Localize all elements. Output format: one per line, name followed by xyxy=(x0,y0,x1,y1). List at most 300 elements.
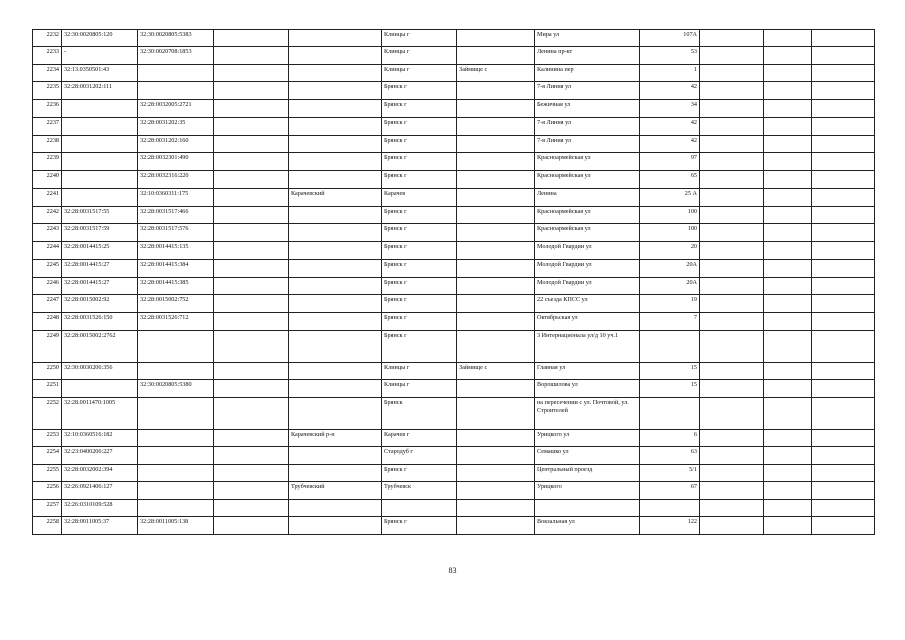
column-10-cell xyxy=(764,153,812,171)
street-cell: Урицкого ул xyxy=(535,430,640,447)
table-row xyxy=(33,242,875,260)
district-cell xyxy=(289,447,382,465)
row-number-cell: 2240 xyxy=(33,171,62,189)
column-9-cell xyxy=(700,260,764,278)
registry-table xyxy=(32,29,875,535)
table-row xyxy=(33,260,875,278)
column-3-cell xyxy=(214,153,289,171)
column-11-cell xyxy=(812,295,875,313)
district-cell: Карачевский xyxy=(289,189,382,207)
column-10-cell xyxy=(764,465,812,482)
cadastral-number-cell: 32:30:0020805:120 xyxy=(62,30,138,47)
city-cell: Клинцы г xyxy=(382,65,457,82)
table-row xyxy=(33,136,875,153)
column-3-cell xyxy=(214,189,289,207)
column-11-cell xyxy=(812,260,875,278)
cadastral-number-2-cell: 32:28:0011005:138 xyxy=(138,517,214,535)
row-number-cell: 2251 xyxy=(33,380,62,398)
street-cell: Красноармейская ул xyxy=(535,224,640,242)
table-row xyxy=(33,500,875,517)
settlement-cell xyxy=(457,30,535,47)
cadastral-number-cell: 32:28:0031202:111 xyxy=(62,82,138,100)
column-9-cell xyxy=(700,331,764,363)
table-row xyxy=(33,82,875,100)
district-cell xyxy=(289,517,382,535)
column-10-cell xyxy=(764,331,812,363)
house-number-cell: 97 xyxy=(640,153,700,171)
table-row xyxy=(33,189,875,207)
cadastral-number-2-cell xyxy=(138,430,214,447)
city-cell: Брянск г xyxy=(382,295,457,313)
cadastral-number-cell: 32:28:0031526:150 xyxy=(62,313,138,331)
column-9-cell xyxy=(700,153,764,171)
city-cell xyxy=(382,500,457,517)
settlement-cell xyxy=(457,313,535,331)
row-number-cell: 2257 xyxy=(33,500,62,517)
district-cell xyxy=(289,260,382,278)
settlement-cell xyxy=(457,482,535,500)
column-9-cell xyxy=(700,30,764,47)
column-11-cell xyxy=(812,363,875,380)
row-number-cell: 2258 xyxy=(33,517,62,535)
city-cell: Брянск г xyxy=(382,82,457,100)
cadastral-number-2-cell xyxy=(138,331,214,363)
column-9-cell xyxy=(700,82,764,100)
column-3-cell xyxy=(214,171,289,189)
cadastral-number-cell xyxy=(62,171,138,189)
table-row xyxy=(33,47,875,65)
column-9-cell xyxy=(700,430,764,447)
column-9-cell xyxy=(700,278,764,295)
column-11-cell xyxy=(812,430,875,447)
column-10-cell xyxy=(764,118,812,136)
column-9-cell xyxy=(700,482,764,500)
house-number-cell: 100 xyxy=(640,224,700,242)
row-number-cell: 2247 xyxy=(33,295,62,313)
city-cell: Клинцы г xyxy=(382,30,457,47)
column-11-cell xyxy=(812,278,875,295)
column-3-cell xyxy=(214,100,289,118)
column-3-cell xyxy=(214,30,289,47)
city-cell: Трубчевск xyxy=(382,482,457,500)
street-cell: Молодой Гвардии ул xyxy=(535,242,640,260)
house-number-cell: 20А xyxy=(640,260,700,278)
district-cell xyxy=(289,465,382,482)
city-cell: Брянск г xyxy=(382,136,457,153)
street-cell: на пересечении с ул. Почтовой, ул. Строителей xyxy=(535,398,640,430)
district-cell xyxy=(289,224,382,242)
district-cell xyxy=(289,30,382,47)
cadastral-number-cell xyxy=(62,136,138,153)
column-11-cell xyxy=(812,189,875,207)
district-cell xyxy=(289,363,382,380)
settlement-cell xyxy=(457,242,535,260)
cadastral-number-cell xyxy=(62,380,138,398)
cadastral-number-cell: 32:28:0031517:59 xyxy=(62,224,138,242)
row-number-cell: 2239 xyxy=(33,153,62,171)
column-3-cell xyxy=(214,207,289,224)
cadastral-number-2-cell xyxy=(138,65,214,82)
city-cell: Брянск г xyxy=(382,224,457,242)
column-10-cell xyxy=(764,171,812,189)
column-3-cell xyxy=(214,447,289,465)
table-row xyxy=(33,224,875,242)
column-11-cell xyxy=(812,517,875,535)
settlement-cell xyxy=(457,260,535,278)
row-number-cell: 2246 xyxy=(33,278,62,295)
cadastral-number-cell: 32:28:0015002:92 xyxy=(62,295,138,313)
street-cell: Красноармейская ул xyxy=(535,153,640,171)
column-10-cell xyxy=(764,380,812,398)
district-cell xyxy=(289,65,382,82)
table-row xyxy=(33,331,875,363)
cadastral-number-2-cell: 32:30:0020708:1853 xyxy=(138,47,214,65)
district-cell xyxy=(289,278,382,295)
column-11-cell xyxy=(812,136,875,153)
settlement-cell xyxy=(457,189,535,207)
house-number-cell: 67 xyxy=(640,482,700,500)
district-cell xyxy=(289,153,382,171)
cadastral-number-2-cell: 32:30:0020805:5380 xyxy=(138,380,214,398)
column-9-cell xyxy=(700,65,764,82)
row-number-cell: 2236 xyxy=(33,100,62,118)
table-row xyxy=(33,207,875,224)
column-10-cell xyxy=(764,430,812,447)
column-9-cell xyxy=(700,380,764,398)
column-3-cell xyxy=(214,465,289,482)
settlement-cell xyxy=(457,82,535,100)
column-10-cell xyxy=(764,482,812,500)
column-10-cell xyxy=(764,100,812,118)
settlement-cell xyxy=(457,447,535,465)
column-11-cell xyxy=(812,331,875,363)
row-number-cell: 2237 xyxy=(33,118,62,136)
settlement-cell xyxy=(457,278,535,295)
table-row xyxy=(33,517,875,535)
cadastral-number-cell: - xyxy=(62,47,138,65)
cadastral-number-2-cell xyxy=(138,398,214,430)
column-3-cell xyxy=(214,482,289,500)
city-cell: Брянск г xyxy=(382,153,457,171)
page-number: 83 xyxy=(448,566,457,575)
settlement-cell xyxy=(457,207,535,224)
district-cell xyxy=(289,136,382,153)
table-row xyxy=(33,363,875,380)
column-9-cell xyxy=(700,118,764,136)
column-10-cell xyxy=(764,278,812,295)
column-9-cell xyxy=(700,447,764,465)
column-10-cell xyxy=(764,30,812,47)
row-number-cell: 2249 xyxy=(33,331,62,363)
column-3-cell xyxy=(214,363,289,380)
district-cell: Трубчевский xyxy=(289,482,382,500)
column-9-cell xyxy=(700,100,764,118)
cadastral-number-cell: 32:23:0400206:227 xyxy=(62,447,138,465)
column-3-cell xyxy=(214,224,289,242)
column-3-cell xyxy=(214,331,289,363)
column-3-cell xyxy=(214,295,289,313)
house-number-cell: 100 xyxy=(640,207,700,224)
cadastral-number-cell: 32:10:0360516:182 xyxy=(62,430,138,447)
cadastral-number-2-cell xyxy=(138,500,214,517)
column-11-cell xyxy=(812,313,875,331)
row-number-cell: 2242 xyxy=(33,207,62,224)
column-10-cell xyxy=(764,260,812,278)
column-10-cell xyxy=(764,207,812,224)
column-10-cell xyxy=(764,398,812,430)
street-cell: 3 Интернационала ул/д 10 уч.1 xyxy=(535,331,640,363)
house-number-cell: 34 xyxy=(640,100,700,118)
row-number-cell: 2232 xyxy=(33,30,62,47)
column-3-cell xyxy=(214,47,289,65)
cadastral-number-cell: 32:26:0921406:127 xyxy=(62,482,138,500)
cadastral-number-cell: 32:26:0310109:528 xyxy=(62,500,138,517)
street-cell: Ворошилова ул xyxy=(535,380,640,398)
cadastral-number-cell: 32:28:0015002:2762 xyxy=(62,331,138,363)
row-number-cell: 2250 xyxy=(33,363,62,380)
house-number-cell: 53 xyxy=(640,47,700,65)
cadastral-number-2-cell: 32:28:0032005:2721 xyxy=(138,100,214,118)
house-number-cell: 122 xyxy=(640,517,700,535)
column-3-cell xyxy=(214,260,289,278)
column-3-cell xyxy=(214,136,289,153)
street-cell: Центральный проезд xyxy=(535,465,640,482)
column-3-cell xyxy=(214,82,289,100)
row-number-cell: 2245 xyxy=(33,260,62,278)
city-cell: Стародуб г xyxy=(382,447,457,465)
district-cell xyxy=(289,242,382,260)
column-9-cell xyxy=(700,47,764,65)
column-3-cell xyxy=(214,500,289,517)
street-cell: Ленина пр-кт xyxy=(535,47,640,65)
district-cell xyxy=(289,100,382,118)
column-10-cell xyxy=(764,295,812,313)
street-cell xyxy=(535,500,640,517)
column-9-cell xyxy=(700,517,764,535)
street-cell: 7-я Линия ул xyxy=(535,118,640,136)
column-11-cell xyxy=(812,380,875,398)
house-number-cell xyxy=(640,500,700,517)
column-3-cell xyxy=(214,398,289,430)
cadastral-number-cell: 32:13.0350501:43 xyxy=(62,65,138,82)
cadastral-number-2-cell: 32:28:0032316:220 xyxy=(138,171,214,189)
column-10-cell xyxy=(764,136,812,153)
cadastral-number-cell: 32:30:0030206:356 xyxy=(62,363,138,380)
column-10-cell xyxy=(764,224,812,242)
city-cell: Брянск г xyxy=(382,517,457,535)
city-cell: Брянск xyxy=(382,398,457,430)
table-row xyxy=(33,465,875,482)
settlement-cell xyxy=(457,47,535,65)
city-cell: Клинцы г xyxy=(382,380,457,398)
cadastral-number-2-cell: 32:28:0014415:384 xyxy=(138,260,214,278)
city-cell: Брянск г xyxy=(382,260,457,278)
district-cell xyxy=(289,295,382,313)
row-number-cell: 2233 xyxy=(33,47,62,65)
street-cell: Вокзальная ул xyxy=(535,517,640,535)
city-cell: Карачев xyxy=(382,189,457,207)
row-number-cell: 2244 xyxy=(33,242,62,260)
cadastral-number-2-cell: 32:28:0032301:490 xyxy=(138,153,214,171)
row-number-cell: 2241 xyxy=(33,189,62,207)
column-9-cell xyxy=(700,136,764,153)
settlement-cell xyxy=(457,398,535,430)
street-cell: Калинина пер xyxy=(535,65,640,82)
street-cell: 22 съезда КПСС ул xyxy=(535,295,640,313)
street-cell: 7-я Линия ул xyxy=(535,136,640,153)
column-11-cell xyxy=(812,500,875,517)
cadastral-number-cell: 32:28:0011005:37 xyxy=(62,517,138,535)
column-9-cell xyxy=(700,313,764,331)
column-11-cell xyxy=(812,118,875,136)
cadastral-number-cell: 32:28:0032002:394 xyxy=(62,465,138,482)
city-cell: Брянск г xyxy=(382,278,457,295)
settlement-cell xyxy=(457,118,535,136)
settlement-cell xyxy=(457,153,535,171)
settlement-cell xyxy=(457,517,535,535)
settlement-cell xyxy=(457,331,535,363)
cadastral-number-2-cell: 32:28:0031526:712 xyxy=(138,313,214,331)
column-9-cell xyxy=(700,242,764,260)
row-number-cell: 2254 xyxy=(33,447,62,465)
settlement-cell xyxy=(457,224,535,242)
district-cell xyxy=(289,398,382,430)
cadastral-number-cell xyxy=(62,100,138,118)
row-number-cell: 2238 xyxy=(33,136,62,153)
street-cell: Октябрьская ул xyxy=(535,313,640,331)
district-cell xyxy=(289,500,382,517)
cadastral-number-cell xyxy=(62,189,138,207)
settlement-cell xyxy=(457,500,535,517)
cadastral-number-2-cell xyxy=(138,363,214,380)
cadastral-number-cell: 32:28:0014415:25 xyxy=(62,242,138,260)
house-number-cell xyxy=(640,398,700,430)
cadastral-number-2-cell: 32:28:0015002:752 xyxy=(138,295,214,313)
settlement-cell xyxy=(457,430,535,447)
row-number-cell: 2235 xyxy=(33,82,62,100)
city-cell: Брянск г xyxy=(382,171,457,189)
column-3-cell xyxy=(214,313,289,331)
settlement-cell: Займище с xyxy=(457,363,535,380)
district-cell xyxy=(289,82,382,100)
column-3-cell xyxy=(214,242,289,260)
city-cell: Брянск г xyxy=(382,207,457,224)
column-3-cell xyxy=(214,430,289,447)
city-cell: Клинцы г xyxy=(382,47,457,65)
settlement-cell xyxy=(457,136,535,153)
table-body xyxy=(33,30,875,535)
column-11-cell xyxy=(812,224,875,242)
row-number-cell: 2252 xyxy=(33,398,62,430)
city-cell: Брянск г xyxy=(382,313,457,331)
column-9-cell xyxy=(700,398,764,430)
house-number-cell: 20 xyxy=(640,242,700,260)
cadastral-number-2-cell: 32:28:0031202:35 xyxy=(138,118,214,136)
city-cell: Брянск г xyxy=(382,331,457,363)
column-10-cell xyxy=(764,447,812,465)
column-9-cell xyxy=(700,465,764,482)
column-10-cell xyxy=(764,500,812,517)
table-row xyxy=(33,30,875,47)
district-cell xyxy=(289,118,382,136)
table-row xyxy=(33,430,875,447)
column-11-cell xyxy=(812,65,875,82)
street-cell: Семашко ул xyxy=(535,447,640,465)
column-10-cell xyxy=(764,65,812,82)
house-number-cell: 1 xyxy=(640,65,700,82)
column-10-cell xyxy=(764,517,812,535)
street-cell: Главная ул xyxy=(535,363,640,380)
column-11-cell xyxy=(812,482,875,500)
column-10-cell xyxy=(764,47,812,65)
district-cell xyxy=(289,47,382,65)
district-cell xyxy=(289,380,382,398)
column-3-cell xyxy=(214,278,289,295)
cadastral-number-2-cell xyxy=(138,465,214,482)
street-cell: Красноармейская ул xyxy=(535,207,640,224)
column-9-cell xyxy=(700,207,764,224)
city-cell: Карачев г xyxy=(382,430,457,447)
row-number-cell: 2243 xyxy=(33,224,62,242)
table-row xyxy=(33,482,875,500)
column-9-cell xyxy=(700,171,764,189)
table-row xyxy=(33,295,875,313)
column-3-cell xyxy=(214,65,289,82)
table-row xyxy=(33,313,875,331)
house-number-cell: 107А xyxy=(640,30,700,47)
column-10-cell xyxy=(764,313,812,331)
table-row xyxy=(33,100,875,118)
house-number-cell: 65 xyxy=(640,171,700,189)
table-row xyxy=(33,278,875,295)
cadastral-number-2-cell: 32:28:0014415:385 xyxy=(138,278,214,295)
district-cell xyxy=(289,331,382,363)
cadastral-number-cell: 32:28:0014415:27 xyxy=(62,260,138,278)
cadastral-number-2-cell: 32:28:0031517:576 xyxy=(138,224,214,242)
table-row xyxy=(33,380,875,398)
column-10-cell xyxy=(764,189,812,207)
column-9-cell xyxy=(700,363,764,380)
district-cell xyxy=(289,313,382,331)
column-11-cell xyxy=(812,398,875,430)
city-cell: Брянск г xyxy=(382,118,457,136)
column-11-cell xyxy=(812,47,875,65)
house-number-cell: 20А xyxy=(640,278,700,295)
district-cell xyxy=(289,207,382,224)
column-11-cell xyxy=(812,100,875,118)
cadastral-number-2-cell: 32:28:0031517:466 xyxy=(138,207,214,224)
cadastral-number-cell xyxy=(62,153,138,171)
house-number-cell: 42 xyxy=(640,82,700,100)
column-11-cell xyxy=(812,207,875,224)
street-cell: 7-я Линия ул xyxy=(535,82,640,100)
cadastral-number-2-cell xyxy=(138,82,214,100)
column-3-cell xyxy=(214,517,289,535)
column-10-cell xyxy=(764,82,812,100)
row-number-cell: 2253 xyxy=(33,430,62,447)
city-cell: Клинцы г xyxy=(382,363,457,380)
row-number-cell: 2234 xyxy=(33,65,62,82)
column-9-cell xyxy=(700,189,764,207)
column-9-cell xyxy=(700,295,764,313)
column-10-cell xyxy=(764,363,812,380)
column-3-cell xyxy=(214,380,289,398)
settlement-cell xyxy=(457,100,535,118)
column-11-cell xyxy=(812,242,875,260)
column-11-cell xyxy=(812,30,875,47)
table-row xyxy=(33,153,875,171)
column-11-cell xyxy=(812,447,875,465)
